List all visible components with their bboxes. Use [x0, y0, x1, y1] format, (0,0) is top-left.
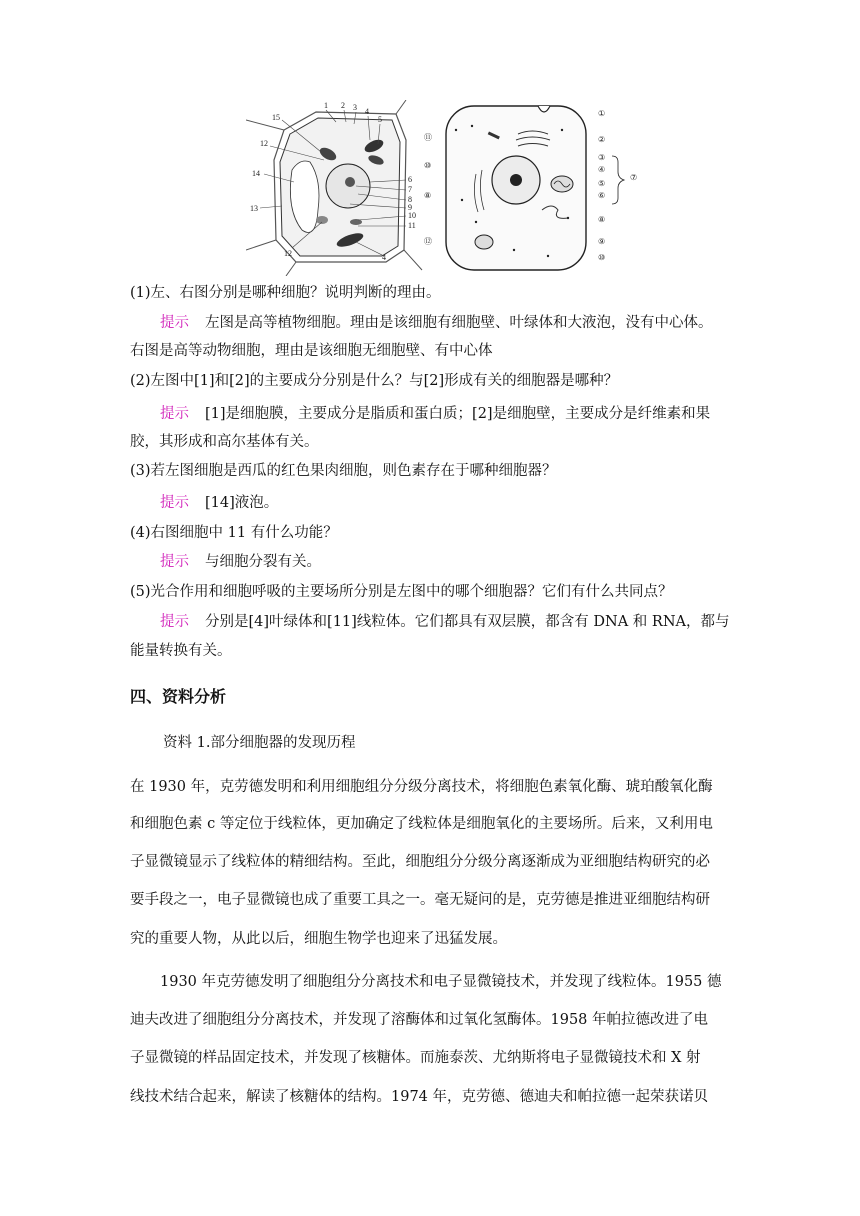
plant-label: 9 — [408, 203, 412, 212]
hint-5-line-1 — [160, 612, 730, 632]
paragraph-2-line: 迪夫改进了细胞组分分离技术，并发现了溶酶体和过氧化氢酶体。1958 年帕拉德改进了电 — [130, 1012, 709, 1028]
paragraph-2-line: 1930 年克劳德发明了细胞组分分离技术和电子显微镜技术，并发现了线粒体。1955 德 — [160, 974, 722, 990]
animal-cell-diagram — [424, 106, 637, 270]
animal-label: ② — [598, 135, 606, 144]
animal-label: ⑦ — [630, 173, 638, 182]
material-title: 资料 1.部分细胞器的发现历程 — [163, 735, 356, 751]
paragraph-1-line: 子显微镜显示了线粒体的精细结构。至此，细胞组分分级分离逐渐成为亚细胞结构研究的必 — [130, 854, 710, 870]
paragraph-1-line: 在 1930 年，克劳德发明和利用细胞组分分级分离技术，将细胞色素氧化酶、琥珀酸氧化酶 — [130, 779, 713, 795]
paragraph-1-line: 究的重要人物，从此以后，细胞生物学也迎来了迅猛发展。 — [130, 931, 507, 947]
section-title: 四、资料分析 — [130, 687, 227, 706]
plant-label: 4 — [382, 253, 386, 262]
question-1: (1)左、右图分别是哪种细胞？说明判断的理由。 — [130, 285, 441, 301]
answer-4: 与细胞分裂有关。 — [205, 554, 321, 570]
plant-label: 13 — [250, 204, 258, 213]
animal-label: ⑩ — [424, 161, 432, 170]
answer-1-line-1: 左图是高等植物细胞。理由是该细胞有细胞壁、叶绿体和大液泡，没有中心体。 — [205, 315, 713, 331]
plant-label: 5 — [378, 115, 382, 124]
hint-label: 提示 — [160, 495, 189, 511]
hint-1-line-1 — [160, 313, 713, 333]
animal-label: ⑫ — [424, 237, 432, 246]
hint-label: 提示 — [160, 614, 189, 630]
question-3: (3)若左图细胞是西瓜的红色果肉细胞，则色素存在于哪种细胞器？ — [130, 463, 557, 479]
answer-2-line-2: 胶，其形成和高尔基体有关。 — [130, 434, 319, 450]
animal-label: ⑤ — [598, 179, 606, 188]
animal-label: ⑧ — [598, 215, 606, 224]
answer-5-line-2: 能量转换有关。 — [130, 643, 232, 659]
animal-label: ⑨ — [598, 237, 606, 246]
plant-label: 7 — [408, 185, 412, 194]
answer-5-line-1: 分别是[4]叶绿体和[11]线粒体。它们都具有双层膜，都含有 DNA 和 RNA，都与 — [205, 614, 730, 630]
animal-label: ⑩ — [598, 253, 606, 262]
question-5: (5)光合作用和细胞呼吸的主要场所分别是左图中的哪个细胞器？它们有什么共同点？ — [130, 584, 673, 600]
paragraph-2-line: 子显微镜的样品固定技术，并发现了核糖体。而施泰茨、尤纳斯将电子显微镜技术和 X 射 — [130, 1050, 701, 1066]
hint-4 — [160, 552, 321, 572]
animal-label: ③ — [598, 153, 606, 162]
plant-label: 12 — [284, 249, 292, 258]
hint-label: 提示 — [160, 406, 189, 422]
hint-3 — [160, 493, 278, 513]
plant-label: 12 — [260, 139, 268, 148]
plant-label: 4 — [365, 107, 369, 116]
cell-diagram-figure — [246, 100, 746, 276]
paragraph-2-line: 线技术结合起来，解读了核糖体的结构。1974 年，克劳德、德迪夫和帕拉德一起荣获诺贝 — [130, 1089, 709, 1105]
animal-label: ① — [598, 109, 606, 118]
plant-cell-diagram — [246, 100, 422, 276]
animal-label: ④ — [598, 165, 606, 174]
answer-1-line-2: 右图是高等动物细胞，理由是该细胞无细胞壁、有中心体 — [130, 343, 493, 359]
answer-3: [14]液泡。 — [205, 495, 279, 511]
plant-label: 11 — [408, 221, 416, 230]
animal-label: ⑧ — [424, 191, 432, 200]
cell-diagrams-svg — [246, 100, 746, 276]
plant-label: 10 — [408, 211, 416, 220]
plant-label: 3 — [353, 103, 357, 112]
animal-label: ⑪ — [424, 133, 432, 142]
paragraph-1-line: 要手段之一，电子显微镜也成了重要工具之一。毫无疑问的是，克劳德是推进亚细胞结构研 — [130, 892, 710, 908]
hint-label: 提示 — [160, 315, 189, 331]
plant-label: 15 — [272, 113, 280, 122]
answer-2-line-1: [1]是细胞膜，主要成分是脂质和蛋白质；[2]是细胞壁，主要成分是纤维素和果 — [205, 406, 711, 422]
question-4: (4)右图细胞中 11 有什么功能？ — [130, 525, 338, 541]
plant-label: 6 — [408, 175, 412, 184]
plant-label: 2 — [341, 101, 345, 110]
plant-label: 14 — [252, 169, 260, 178]
question-2: (2)左图中[1]和[2]的主要成分分别是什么？与[2]形成有关的细胞器是哪种？ — [130, 373, 619, 389]
hint-label: 提示 — [160, 554, 189, 570]
animal-label: ⑥ — [598, 191, 606, 200]
hint-2-line-1 — [160, 404, 710, 424]
paragraph-1-line: 和细胞色素 c 等定位于线粒体，更加确定了线粒体是细胞氧化的主要场所。后来，又利用电 — [130, 816, 713, 832]
plant-label: 1 — [324, 101, 328, 110]
plant-label: 8 — [408, 195, 412, 204]
